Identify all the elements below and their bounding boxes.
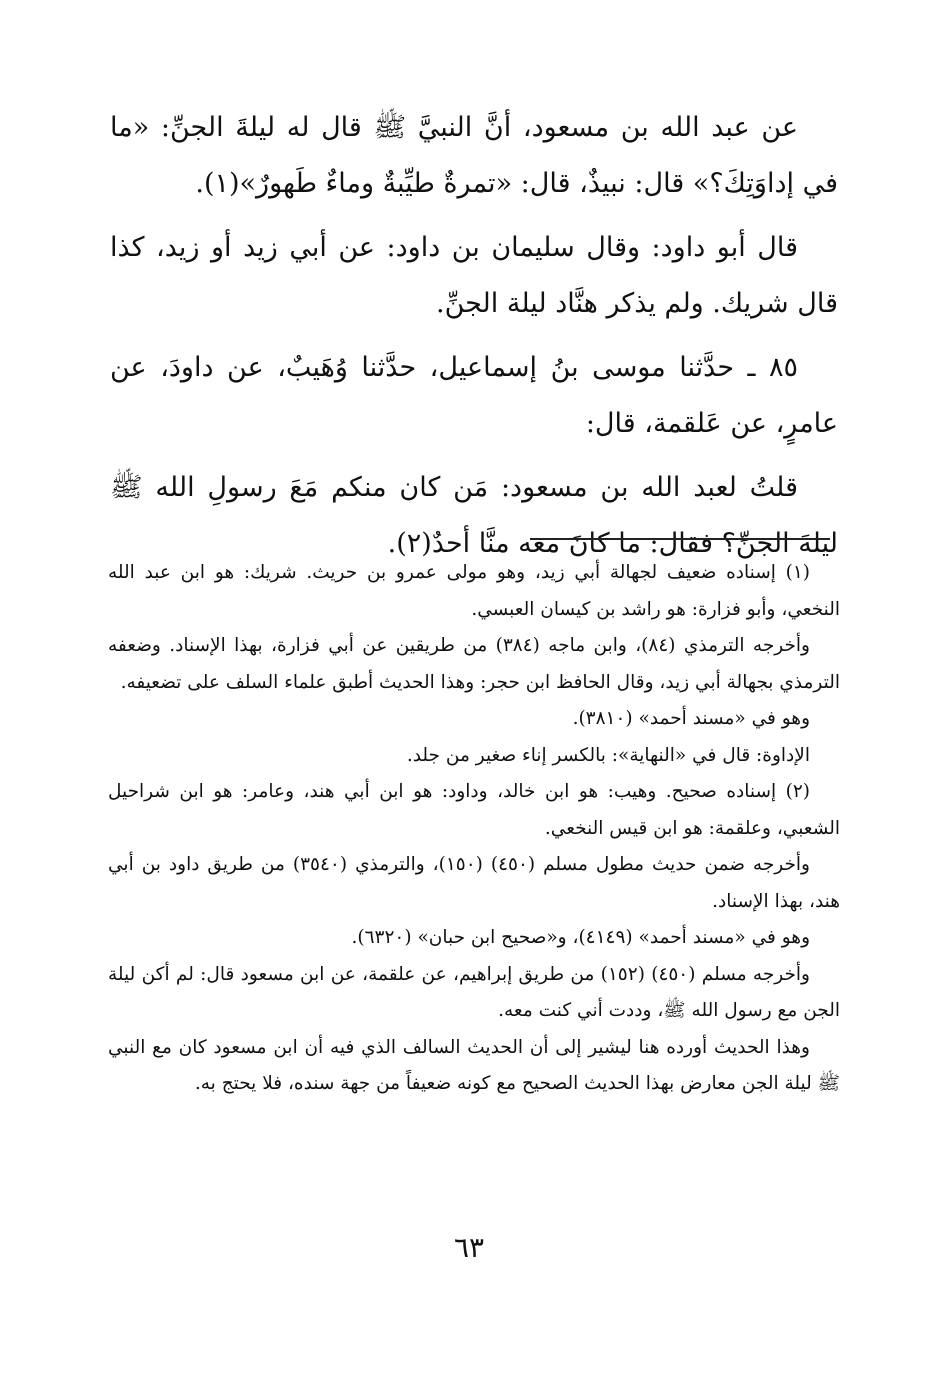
footnote-divider	[530, 538, 830, 540]
main-paragraph-4: قلتُ لعبد الله بن مسعود: مَن كان منكم مَعَ رسولِ الله ﷺ ليلةَ الجنِّ؟ فقال: ما كانَ معه منَّا أحدٌ(٢).	[110, 472, 838, 559]
footnote-2-takhrij: وأخرجه ضمن حديث مطول مسلم (٤٥٠) (١٥٠)، والترمذي (٣٥٤٠) من طريق داود بن أبي هند، بهذا الإسناد.	[108, 854, 840, 912]
footnote-1-musnad: وهو في «مسند أحمد» (٣٨١٠).	[572, 708, 810, 729]
main-paragraph-1: عن عبد الله بن مسعود، أنَّ النبيَّ ﷺ قال له ليلةَ الجنِّ: «ما في إداوَتِكَ؟» قال: نبيذٌ، قال: «تمرةٌ طيِّبةٌ وماءٌ طَهورٌ»(١).	[110, 112, 838, 199]
footnotes	[108, 555, 840, 1103]
footnote-1-takhrij: وأخرجه الترمذي (٨٤)، وابن ماجه (٣٨٤) من طريقين عن أبي فزارة، بهذا الإسناد. وضعفه الترمذي بجهالة أبي زيد، وقال الحافظ ابن حجر: وهذا الحديث أطبق علماء السلف على تضعيفه.	[108, 635, 840, 693]
hadith-85-chain: ٨٥ ـ حدَّثنا موسى بنُ إسماعيل، حدَّثنا وُهَيبٌ، عن داودَ، عن عامرٍ، عن عَلقمة، قال:	[110, 352, 838, 439]
footnote-1: (١) إسناده ضعيف لجهالة أبي زيد، وهو مولى عمرو بن حريث. شريك: هو ابن عبد الله النخعي، وأبو فزارة: هو راشد بن كيسان العبسي.	[108, 562, 840, 620]
page-number: ٦٣	[453, 1231, 485, 1264]
footnote-2-muslim: وأخرجه مسلم (٤٥٠) (١٥٢) من طريق إبراهيم، عن علقمة، عن ابن مسعود قال: لم أكن ليلة الجن مع رسول الله ﷺ، وددت أني كنت معه.	[108, 963, 840, 1021]
footnote-1-idawa: الإداوة: قال في «النهاية»: بالكسر إناء صغير من جلد.	[406, 744, 810, 766]
main-paragraph-2: قال أبو داود: وقال سليمان بن داود: عن أبي زيد أو زيد، كذا قال شريك. ولم يذكر هنَّاد ليلة الجنِّ.	[110, 232, 838, 319]
footnote-2: (٢) إسناده صحيح. وهيب: هو ابن خالد، وداود: هو ابن أبي هند، وعامر: هو ابن شراحيل الشعبي، وعلقمة: هو ابن قيس النخعي.	[108, 781, 840, 839]
footnote-2-comment: وهذا الحديث أورده هنا ليشير إلى أن الحديث السالف الذي فيه أن ابن مسعود كان مع النبي ﷺ ليلة الجن معارض بهذا الحديث الصحيح مع كونه ضعيفاً من جهة سنده، فلا يحتج به.	[108, 1036, 840, 1094]
main-text	[110, 100, 838, 580]
footnote-2-musnad: وهو في «مسند أحمد» (٤١٤٩)، و«صحيح ابن حبان» (٦٣٢٠).	[351, 927, 810, 948]
